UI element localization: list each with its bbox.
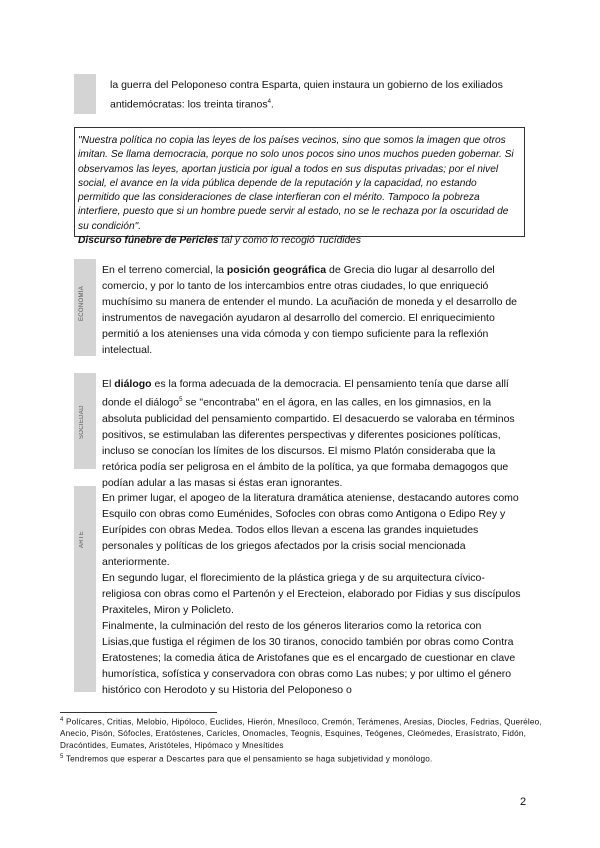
footnote-divider (60, 712, 217, 713)
quote-attribution: Discurso fúnebre de Pericles tal y como lo recogió Tucídides (78, 235, 361, 247)
footnotes (60, 715, 550, 765)
arte-side-tab (74, 486, 96, 692)
sociedad-paragraph: El diálogo es la forma adecuada de la democracia. El pensamiento tenía que darse allí donde el diálogo$^5$ se "encontraba" en el ágora, en las calles, en los gimnasios, en la absoluta publicidad del pensamiento compartido. El desacuerdo se valoraba en términos positivos, se estimulaban las diferentes perspectivas y diferentes posiciones políticas, incluso se conocían los límites de los discursos. El mismo Platón consideraba que la retórica podía ser peligrosa en el ámbito de la política, ya que formaba demagogos que podían adular a las masas si éstas eran ignorantes. (102, 378, 515, 489)
arte-label: ARTE (79, 530, 85, 548)
arte-paragraph-3: Finalmente, la culminación del resto de los géneros literarios como la retorica con Lisias,que fustiga el régimen de los 30 tiranos, conocido también por obras como Contra Eratostenes; la comedia ática de Aristofanes que es el encargado de cuestionar en clave humorística, sofística y conservadora con obras como Las nubes; y por ultimo el género histórico con Herodoto y su Historia del Peloponeso o (102, 620, 516, 696)
economia-paragraph: En el terreno comercial, la posición geográfica de Grecia dio lugar al desarrollo del comercio, y por lo tanto de los intercambios entre otras ciudades, lo que enriqueció muchísimo su manera de entender el mundo. La acuñación de moneda y el desarrollo de instrumentos de navegación ayudaron al desarrollo del comercio. El enriquecimiento permitió a los atenienses una vida cómoda y con tiempo suficiente para la reflexión intelectual. (102, 264, 518, 356)
footnote-5: $^5$ Tendremos que esperar a Descartes para que el pensamiento se haga subjetividad y monólogo. (60, 753, 433, 764)
intro-side-tab (74, 74, 96, 114)
footnote-ref-4[interactable]: 4 (267, 99, 271, 105)
footnote-4: $^4$ Polícares, Critias, Melobio, Hipóloco, Euclides, Hierón, Mnesíloco, Cremón, Terámenes, Aresias, Diocles, Fedrias, Queréleo, Anecio, Pisón, Sófocles, Eratóstenes, Caricles, Onomacles, Teognis, Esquines, Teógenes, Cleómedes, Erasístrato, Fidón, Dracóntides, Eumates, Aristóteles, Hipómaco y Mnesítides (60, 717, 542, 751)
sociedad-side-tab (74, 373, 96, 469)
pericles-quote-box (74, 127, 525, 247)
arte-paragraph-2: En segundo lugar, el florecimiento de la plástica griega y de su arquitectura cívico-religiosa con obras como el Partenón y el Erecteion, elaborado por Fidias y sus discípulos Praxiteles, Miron y Policleto. (102, 572, 521, 616)
intro-paragraph: la guerra del Peloponeso contra Esparta, quien instaura un gobierno de los exiliados antidemócratas: los treinta tiranos$^4$. (110, 79, 503, 111)
quote-text: "Nuestra política no copia las leyes de los países vecinos, sino que somos la imagen que otros imitan. Se llama democracia, porque no solo unos pocos sino unos muchos pueden gobernar. Si observamos las leyes, aportan justicia por igual a todos en sus disputas privadas; por el nivel social, el avance en la vida pública depende de la reputación y la capacidad, no estando permitido que las consideraciones de clase interfieran con el mérito. Tampoco la pobreza interfiere, puesto que si un hombre puede servir al estado, no se le rechaza por la oscuridad de su condición". (78, 135, 514, 232)
page-number: 2 (520, 796, 527, 808)
footnote-ref-5[interactable]: 5 (179, 397, 183, 403)
economia-label: ECONOMÍA (79, 285, 85, 321)
arte-paragraph-1: En primer lugar, el apogeo de la literatura dramática ateniense, destacando autores como Esquilo con obras como Euménides, Sofocles con obras como Antigona o Edipo Rey y Eurípides con obras Medea. Todos ellos llevan a escena las grandes inquietudes personales y políticas de los griegos afectados por la crisis social mencionada anteriormente. (102, 492, 519, 568)
arte-text (102, 490, 522, 698)
economia-side-tab (74, 259, 96, 356)
sociedad-label: SOCIEDAD (79, 405, 85, 439)
